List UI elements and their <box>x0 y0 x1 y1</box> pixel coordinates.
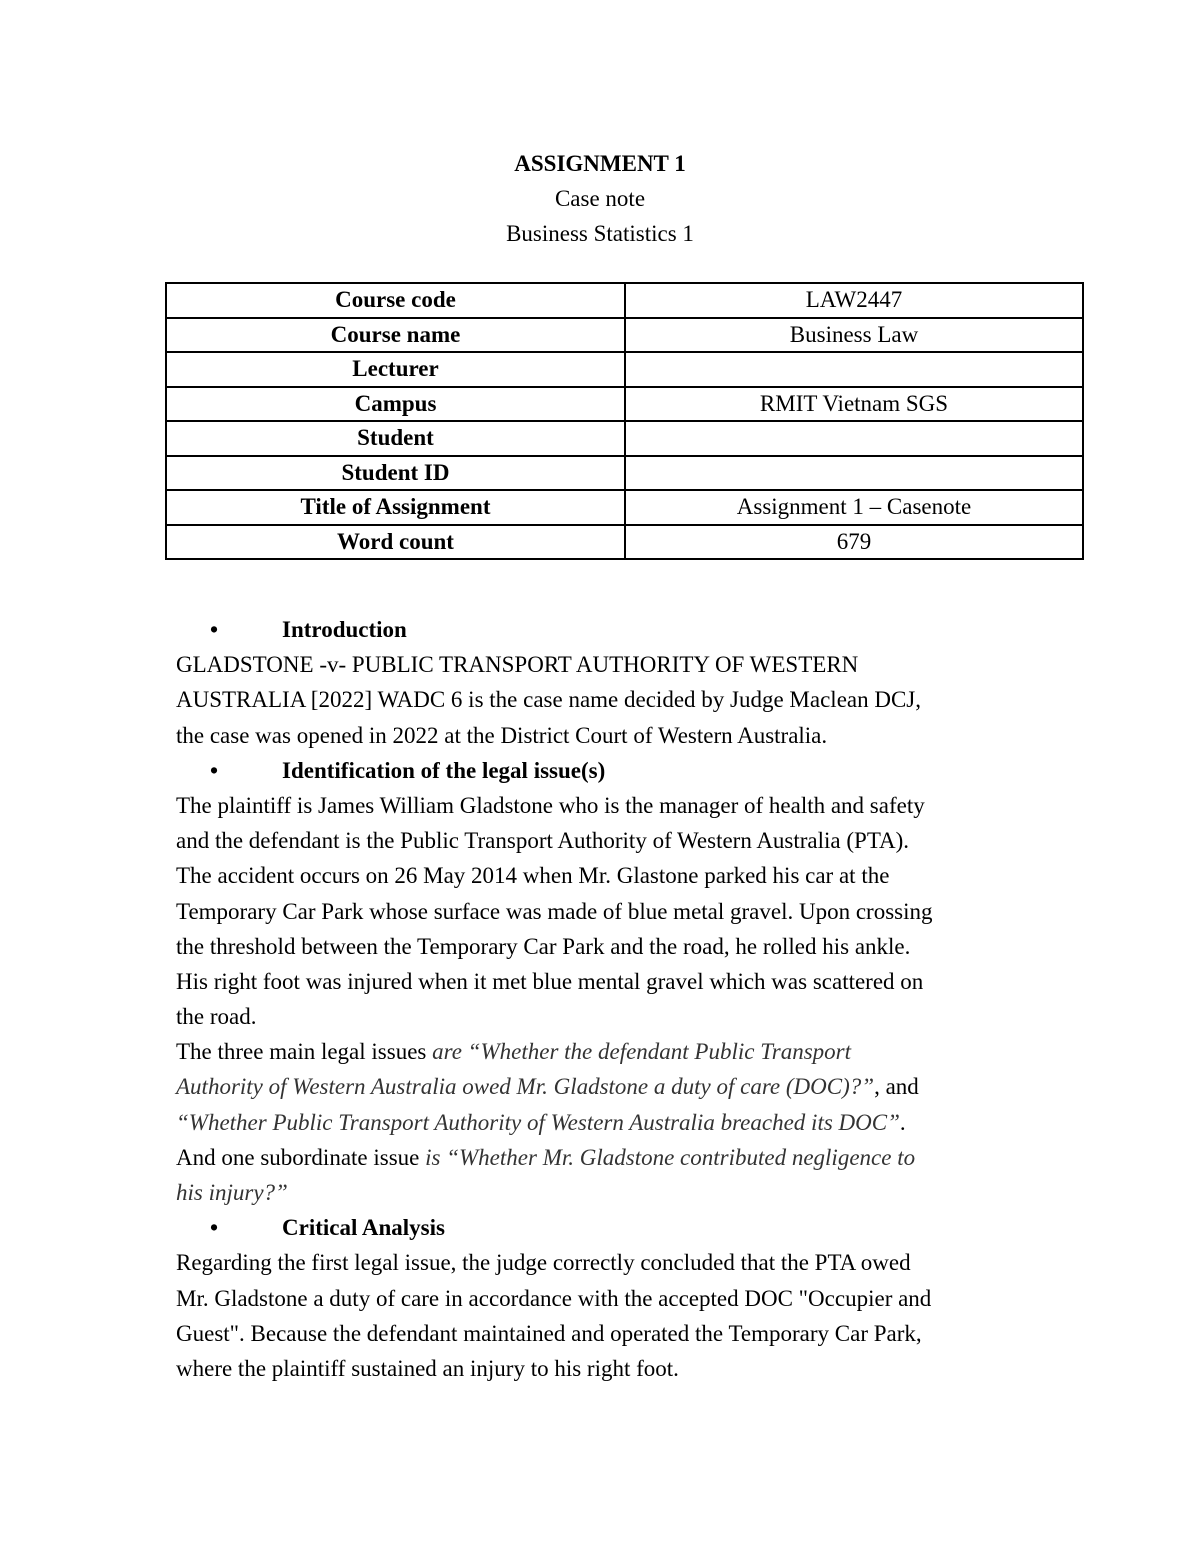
italic-quote: his injury?” <box>176 1180 288 1205</box>
paragraph-line: the case was opened in 2022 at the District Court of Western Australia. <box>176 722 828 748</box>
table-row <box>166 421 1083 456</box>
table-row <box>166 525 1083 560</box>
row-value: LAW2447 <box>625 283 1083 318</box>
plain-text: , and <box>874 1074 919 1100</box>
heading-text: Critical Analysis <box>282 1215 445 1241</box>
paragraph-line: Temporary Car Park whose surface was made of blue metal gravel. Upon crossing <box>176 898 933 924</box>
row-value: Assignment 1 – Casenote <box>625 490 1083 525</box>
table-row <box>166 387 1083 422</box>
row-label: Student <box>166 421 625 456</box>
italic-quote: is “Whether Mr. Gladstone contributed negligence to <box>425 1144 916 1170</box>
heading-text: Introduction <box>282 617 407 642</box>
heading-text: Identification of the legal issue(s) <box>282 757 606 783</box>
row-label: Student ID <box>166 456 625 491</box>
row-label: Campus <box>166 387 625 422</box>
issues-line <box>176 1140 1056 1175</box>
paragraph-line: Regarding the first legal issue, the judge correctly concluded that the PTA owed <box>176 1250 911 1276</box>
introduction-heading <box>176 612 1056 647</box>
table-row <box>166 352 1083 387</box>
issues-line <box>176 1069 1056 1104</box>
row-label: Course code <box>166 283 625 318</box>
assignment-subtitle: Case note <box>554 186 646 211</box>
paragraph-line: GLADSTONE -v- PUBLIC TRANSPORT AUTHORITY OF WESTERN <box>176 652 859 678</box>
course-line: Business Statistics 1 <box>506 221 694 246</box>
row-label: Lecturer <box>166 352 625 387</box>
paragraph-line: Mr. Gladstone a duty of care in accordance with the accepted DOC "Occupier and <box>176 1285 932 1311</box>
table-row <box>166 318 1083 353</box>
row-value: Business Law <box>625 318 1083 353</box>
paragraph-line: Guest". Because the defendant maintained and operated the Temporary Car Park, <box>176 1320 922 1346</box>
paragraph-line: where the plaintiff sustained an injury to his right foot. <box>176 1355 679 1381</box>
table-row <box>166 456 1083 491</box>
issues-line <box>176 1105 1056 1140</box>
bullet-icon: • <box>210 757 219 783</box>
plain-text: The three main legal issues <box>176 1039 433 1065</box>
italic-quote: “Whether Public Transport Authority of Western Australia breached its DOC” <box>176 1109 900 1135</box>
row-value <box>625 352 1083 387</box>
paragraph-line: the threshold between the Temporary Car Park and the road, he rolled his ankle. <box>176 933 911 959</box>
issues-line <box>176 1175 1056 1210</box>
document-body <box>176 612 1056 1386</box>
row-value: RMIT Vietnam SGS <box>625 387 1083 422</box>
italic-quote: are “Whether the defendant Public Transport <box>432 1039 851 1065</box>
document-header <box>0 146 1200 251</box>
cover-info-table <box>165 282 1084 560</box>
paragraph-line: His right foot was injured when it met blue mental gravel which was scattered on <box>176 968 924 994</box>
italic-quote: Authority of Western Australia owed Mr. Gladstone a duty of care (DOC)?” <box>176 1074 875 1100</box>
table-row <box>166 283 1083 318</box>
assignment-title: ASSIGNMENT 1 <box>514 151 686 176</box>
row-label: Word count <box>166 525 625 560</box>
bullet-icon: • <box>210 617 219 642</box>
row-value: 679 <box>625 525 1083 560</box>
identification-heading <box>176 753 1056 788</box>
paragraph-line: AUSTRALIA [2022] WADC 6 is the case name decided by Judge Maclean DCJ, <box>176 687 922 713</box>
analysis-heading <box>176 1210 1056 1245</box>
paragraph-line: The plaintiff is James William Gladstone who is the manager of health and safety <box>176 792 925 818</box>
table-row <box>166 490 1083 525</box>
paragraph-line: the road. <box>176 1004 257 1030</box>
row-label: Course name <box>166 318 625 353</box>
bullet-icon: • <box>210 1215 219 1241</box>
plain-text: And one subordinate issue <box>176 1144 426 1170</box>
issues-line <box>176 1034 1056 1069</box>
paragraph-line: and the defendant is the Public Transport Authority of Western Australia (PTA). <box>176 828 910 854</box>
paragraph-line: The accident occurs on 26 May 2014 when Mr. Glastone parked his car at the <box>176 863 890 889</box>
row-value <box>625 421 1083 456</box>
row-label: Title of Assignment <box>166 490 625 525</box>
row-value <box>625 456 1083 491</box>
plain-text: . <box>899 1109 906 1135</box>
